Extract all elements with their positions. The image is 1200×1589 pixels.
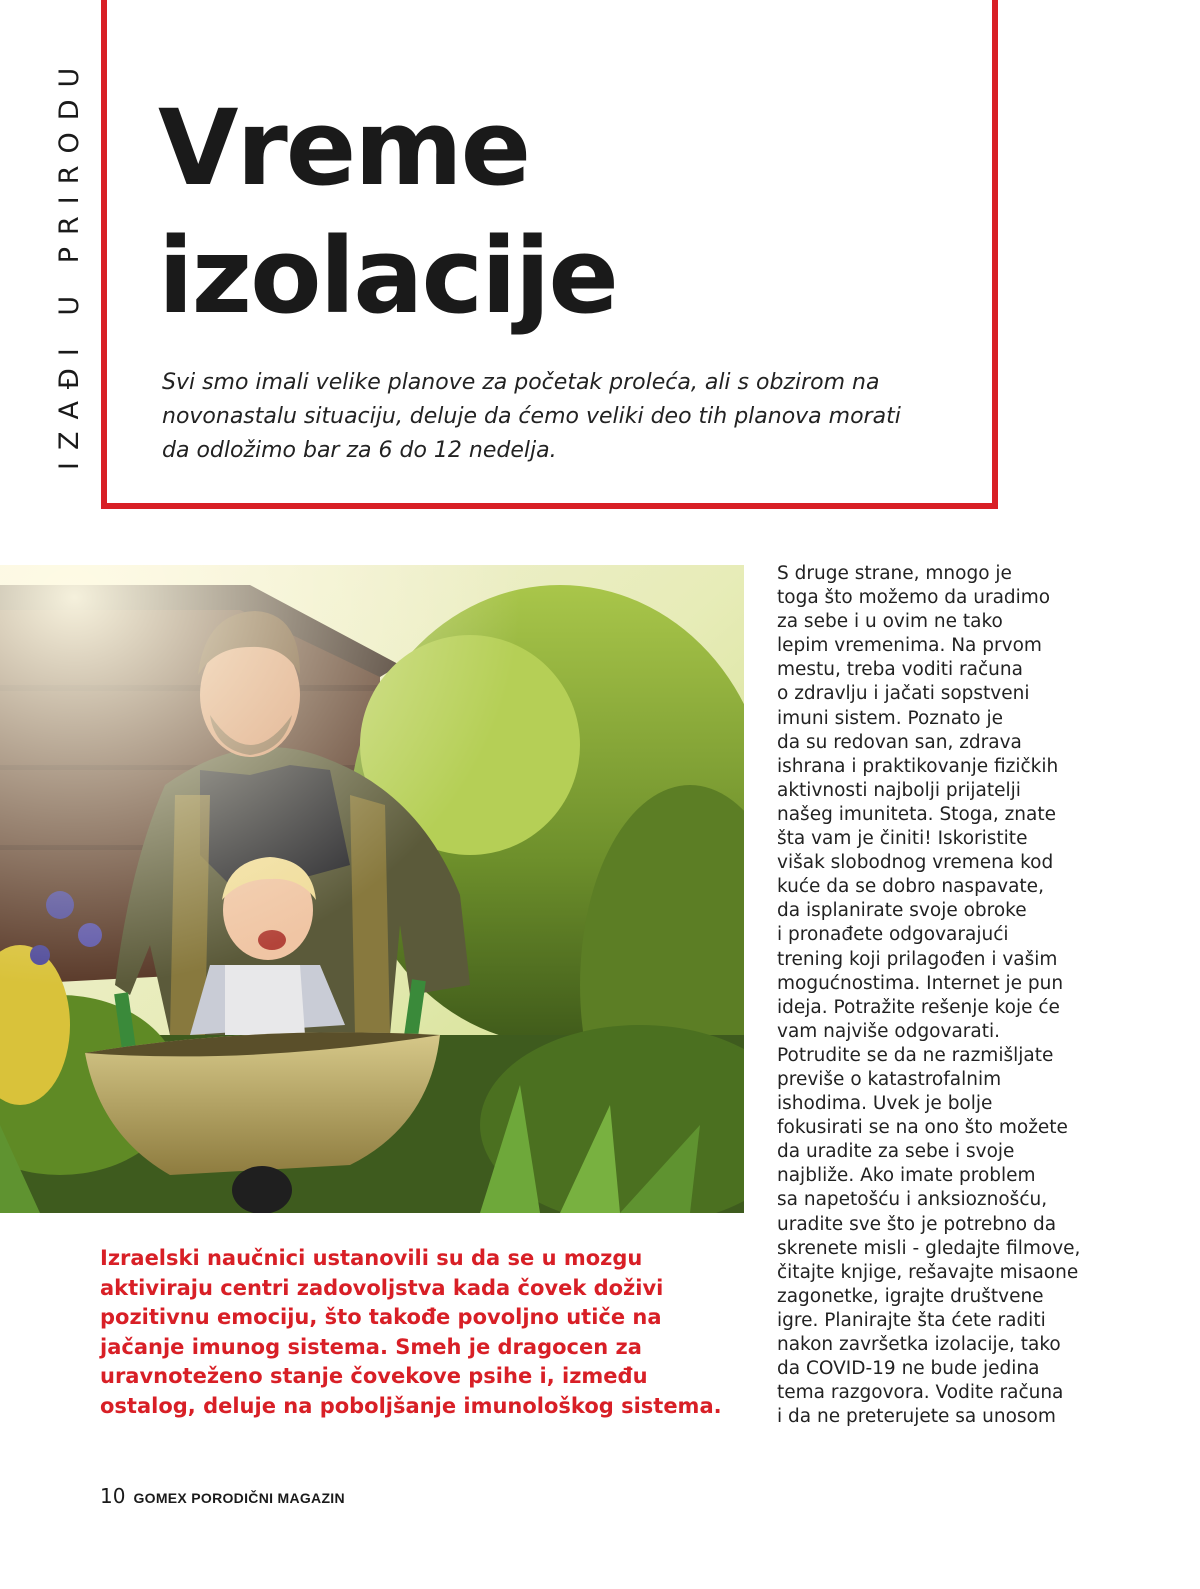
title-line: Vreme: [158, 87, 530, 209]
pull-quote-line: pozitivnu emociju, što takođe povoljno utiče na: [100, 1305, 662, 1329]
body-line: o zdravlju i jačati sopstveni: [777, 683, 1030, 705]
body-line: Potrudite se da ne razmišljate: [777, 1044, 1054, 1066]
body-line: ishodima. Uvek je bolje: [777, 1093, 993, 1115]
pull-quote: [100, 1244, 740, 1421]
lead-line: novonastalu situaciju, deluje da ćemo veliki deo tih planova morati: [162, 404, 901, 429]
lead-paragraph: [162, 366, 962, 468]
body-line: vam najviše odgovarati.: [777, 1020, 1001, 1042]
body-line: čitajte knjige, rešavajte misaone: [777, 1261, 1079, 1283]
lead-line: Svi smo imali velike planove za početak proleća, ali s obzirom na: [162, 370, 880, 395]
body-line: igre. Planirajte šta ćete raditi: [777, 1309, 1046, 1331]
title-line: izolacije: [158, 215, 617, 337]
magazine-name: GOMEX PORODIČNI MAGAZIN: [133, 1490, 345, 1506]
body-line: tema razgovora. Vodite računa: [777, 1382, 1064, 1404]
body-line: i pronađete odgovarajući: [777, 924, 1009, 946]
pull-quote-line: ostalog, deluje na poboljšanje imunološkog sistema.: [100, 1393, 722, 1418]
article-photo: [0, 565, 744, 1213]
body-line: da su redovan san, zdrava: [777, 731, 1022, 753]
body-line: lepim vremenima. Na prvom: [777, 635, 1042, 657]
body-line: trening koji prilagođen i vašim: [777, 948, 1058, 970]
pull-quote-line: uravnoteženo stanje čovekove psihe i, između: [100, 1364, 648, 1388]
body-line: skrenete misli - gledajte filmove,: [777, 1237, 1081, 1259]
body-line: ideja. Potražite rešenje koje će: [777, 996, 1060, 1018]
body-text-column: [777, 562, 1097, 1429]
body-line: da isplanirate svoje obroke: [777, 900, 1027, 922]
body-line: kuće da se dobro naspavate,: [777, 876, 1044, 898]
body-line: mestu, treba voditi računa: [777, 659, 1023, 681]
page-footer: [100, 1484, 345, 1512]
body-line: toga što možemo da uradimo: [777, 587, 1051, 609]
body-line: višak slobodnog vremena kod: [777, 852, 1054, 874]
pull-quote-line: jačanje imunog sistema. Smeh je dragocen za: [100, 1334, 642, 1359]
body-line: uradite sve što je potrebno da: [777, 1213, 1057, 1235]
body-line: i da ne preterujete sa unosom: [777, 1406, 1056, 1428]
body-line: nakon završetka izolacije, tako: [777, 1334, 1061, 1355]
body-line: šta vam je činiti! Iskoristite: [777, 828, 1028, 850]
section-label: IZAĐI U PRIRODU: [54, 55, 85, 470]
body-line: zagonetke, igrajte društvene: [777, 1285, 1044, 1307]
pull-quote-line: aktiviraju centri zadovoljstva kada čovek doživi: [100, 1275, 664, 1300]
body-line: previše o katastrofalnim: [777, 1068, 1002, 1090]
body-line: za sebe i u ovim ne tako: [777, 611, 1003, 633]
body-line: najbliže. Ako imate problem: [777, 1165, 1036, 1187]
body-line: da COVID-19 ne bude jedina: [777, 1358, 1040, 1380]
body-line: ishrana i praktikovanje fizičkih: [777, 755, 1059, 777]
body-line: našeg imuniteta. Stoga, znate: [777, 803, 1057, 825]
body-line: S druge strane, mnogo je: [777, 563, 1012, 584]
body-line: sa napetošću i anksioznošću,: [777, 1189, 1048, 1211]
body-line: aktivnosti najbolji prijatelji: [777, 779, 1021, 801]
article-title: [158, 84, 617, 340]
lead-line: da odložimo bar za 6 do 12 nedelja.: [162, 438, 557, 463]
body-line: mogućnostima. Internet je pun: [777, 972, 1064, 994]
father-child-wheelbarrow-photo: [0, 565, 744, 1213]
body-line: da uradite za sebe i svoje: [777, 1141, 1015, 1163]
body-line: imuni sistem. Poznato je: [777, 707, 1004, 729]
pull-quote-line: Izraelski naučnici ustanovili su da se u mozgu: [100, 1246, 643, 1270]
page-number: 10: [100, 1484, 126, 1508]
body-line: fokusirati se na ono što možete: [777, 1117, 1068, 1139]
